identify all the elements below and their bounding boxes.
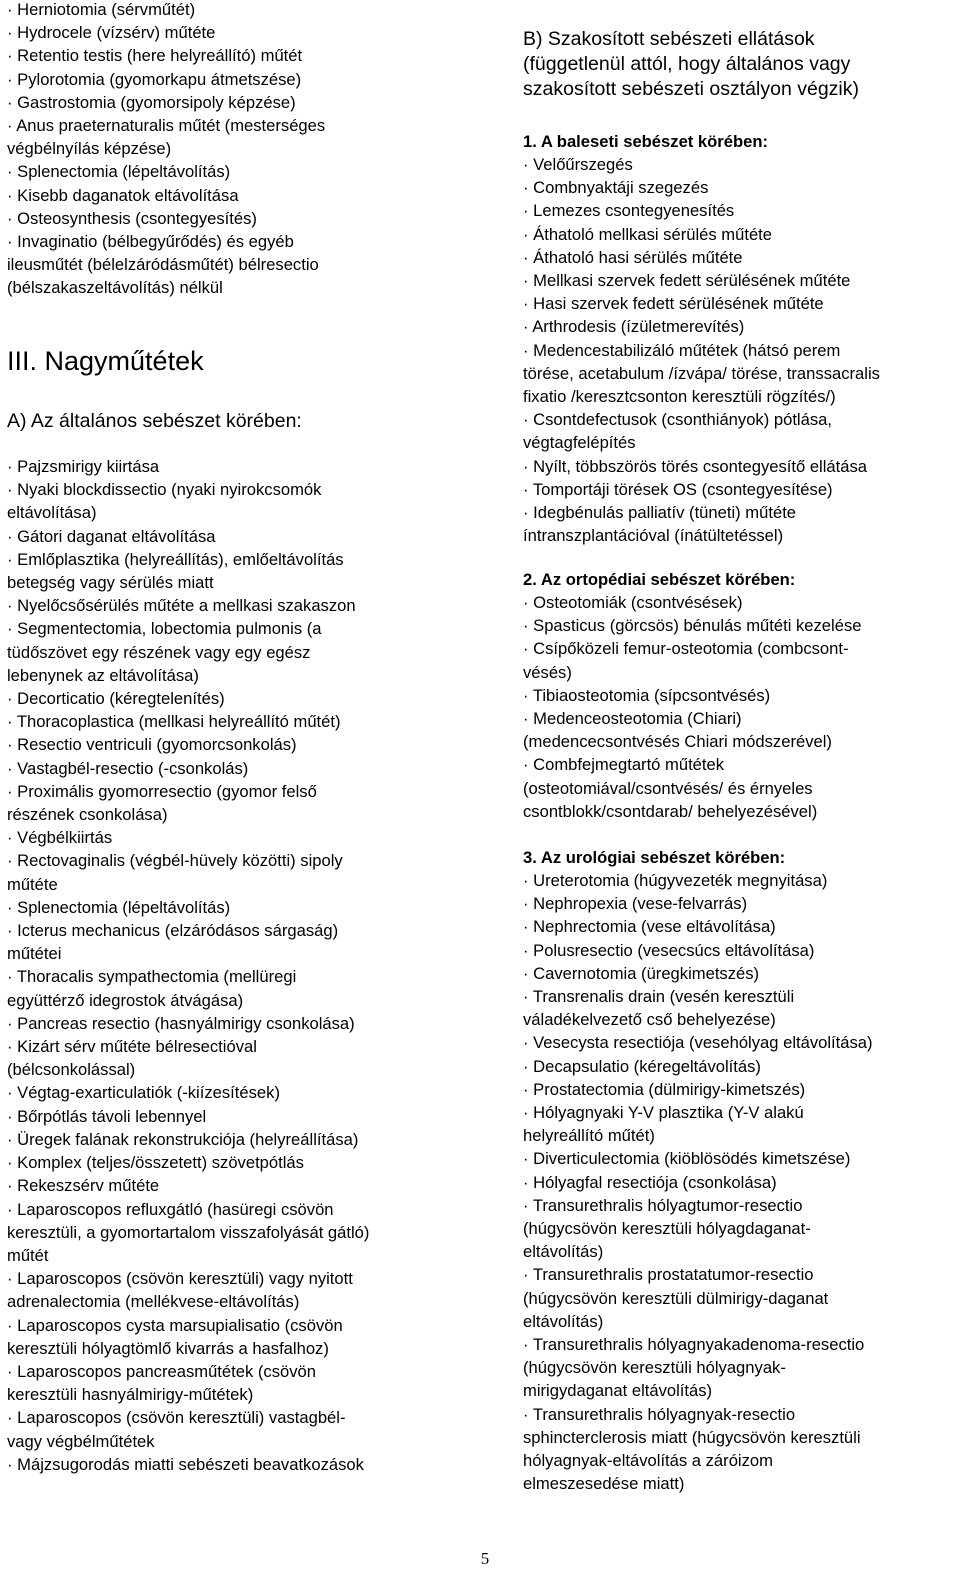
- list-item: · Csontdefectusok (csonthiányok) pótlása,: [523, 410, 832, 430]
- list-item: · Cavernotomia (üregkimetszés): [523, 963, 760, 983]
- list-item: · Idegbénulás palliatív (tüneti) műtéte: [523, 503, 797, 523]
- list-item: · Hasi szervek fedett sérülésének műtéte: [523, 294, 824, 314]
- list-item: végbélnyílás képzése): [7, 139, 172, 159]
- list-item: vésés): [523, 662, 572, 682]
- list-item: eltávolítás): [523, 1311, 604, 1331]
- list-item: keresztüli hasnyálmirigy-műtétek): [7, 1385, 254, 1405]
- list-item: · Combfejmegtartó műtétek: [523, 755, 725, 775]
- list-item: · Végbélkiirtás: [7, 828, 113, 848]
- list-item: · Laparoscopos (csövön keresztüli) vagy nyitott: [7, 1269, 353, 1289]
- list-item: · Emlőplasztika (helyreállítás), emlőeltávolítás: [7, 549, 344, 569]
- list-item: · Nephropexia (vese-felvarrás): [523, 894, 748, 914]
- general-surgery-subheading: A) Az általános sebészet körében:: [7, 410, 302, 432]
- list-item: · Laparoscopos (csövön keresztüli) vastagbél-: [7, 1408, 346, 1428]
- list-item: íntranszplantációval (ínátültetéssel): [523, 526, 784, 546]
- list-item: műtéte: [7, 874, 58, 894]
- list-item: együttérző idegrostok átvágása): [7, 990, 244, 1010]
- list-item: sphincterclerosis miatt (húgycsövön keresztüli: [523, 1427, 861, 1447]
- list-item: · Vastagbél-resectio (-csonkolás): [7, 758, 249, 778]
- orthopedic-surgery-list: [523, 591, 861, 823]
- list-item: adrenalectomia (mellékvese-eltávolítás): [7, 1292, 300, 1312]
- list-item: · Ureterotomia (húgyvezeték megnyitása): [523, 871, 828, 890]
- list-item: tüdőszövet egy részének vagy egy egész: [7, 642, 311, 662]
- list-item: · Rekeszsérv műtéte: [7, 1176, 160, 1196]
- list-item: · Laparoscopos pancreasműtétek (csövön: [7, 1361, 316, 1381]
- orthopedic-surgery-title: 2. Az ortopédiai sebészet körében:: [523, 570, 796, 589]
- list-item: vagy végbélműtétek: [7, 1431, 155, 1451]
- list-item: · Májzsugorodás miatti sebészeti beavatkozások: [7, 1454, 364, 1474]
- list-item: · Nyaki blockdissectio (nyaki nyirokcsomók: [7, 480, 322, 500]
- list-item: · Mellkasi szervek fedett sérülésének műtéte: [523, 271, 851, 291]
- list-item: · Decorticatio (kéregtelenítés): [7, 689, 225, 709]
- list-item: · Nyílt, többszörös törés csontegyesítő ellátása: [523, 456, 868, 476]
- list-item: · Prostatectomia (dülmirigy-kimetszés): [523, 1079, 806, 1099]
- list-item: · Bőrpótlás távoli lebennyel: [7, 1106, 207, 1126]
- list-item: (húgycsövön keresztüli hólyagnyak-: [523, 1358, 786, 1378]
- list-item: mirigydaganat eltávolítás): [523, 1381, 713, 1401]
- list-item: · Medenceosteotomia (Chiari): [523, 709, 742, 729]
- list-item: · Tibiaosteotomia (sípcsontvésés): [523, 685, 771, 705]
- list-item: (osteotomiával/csontvésés/ és érnyeles: [523, 778, 813, 798]
- list-item: · Decapsulatio (kéregeltávolítás): [523, 1056, 761, 1076]
- urology-surgery-list: [523, 869, 873, 1495]
- list-item: eltávolítása): [7, 503, 97, 523]
- list-item: · Transurethralis hólyagnyak-resectio: [523, 1404, 796, 1424]
- list-item: · Medencestabilizáló műtétek (hátsó perem: [523, 340, 841, 360]
- list-item: · Áthatoló hasi sérülés műtéte: [523, 247, 743, 267]
- list-item: · Hólyagnyaki Y-V plasztika (Y-V alakú: [523, 1103, 804, 1123]
- list-item: · Thoracoplastica (mellkasi helyreállító műtét): [7, 712, 341, 732]
- list-item: · Csípőközeli femur-osteotomia (combcsont-: [523, 639, 849, 659]
- list-item: · Combnyaktáji szegezés: [523, 178, 709, 198]
- list-item: (medencecsontvésés Chiari módszerével): [523, 732, 832, 752]
- list-item: (húgycsövön keresztüli hólyagdaganat-: [523, 1219, 811, 1239]
- list-item: · Végtag-exarticulatiók (-kiízesítések): [7, 1083, 280, 1103]
- list-item: (húgycsövön keresztüli dülmirigy-daganat: [523, 1288, 829, 1308]
- list-item: · Transrenalis drain (vesén keresztüli: [523, 987, 795, 1007]
- list-item: · Vesecysta resectiója (vesehólyag eltávolítása): [523, 1033, 873, 1053]
- list-item: · Anus praeternaturalis műtét (mesterséges: [7, 116, 326, 136]
- list-item: · Herniotomia (sérvműtét): [7, 0, 196, 19]
- list-item: részének csonkolása): [7, 805, 168, 825]
- list-item: · Spasticus (görcsös) bénulás műtéti kezelése: [523, 616, 862, 636]
- list-item: hólyagnyak-eltávolítás a záróizom: [523, 1451, 773, 1471]
- list-item: · Transurethralis prostatatumor-resectio: [523, 1265, 814, 1285]
- list-item: · Komplex (teljes/összetett) szövetpótlás: [7, 1153, 304, 1173]
- list-item: fixatio /keresztcsonton keresztüli rögzítés/): [523, 387, 836, 407]
- list-item: · Diverticulectomia (kiöblösödés kimetszése): [523, 1149, 851, 1169]
- list-item: eltávolítás): [523, 1242, 604, 1262]
- list-item: · Proximális gyomorresectio (gyomor felső: [7, 781, 317, 801]
- list-item: csontblokk/csontdarab/ behelyezésével): [523, 801, 818, 821]
- list-item: · Osteotomiák (csontvésések): [523, 593, 743, 612]
- list-item: törése, acetabulum /ízvápa/ törése, transsacralis: [523, 363, 880, 383]
- trauma-surgery-title: 1. A baleseti sebészet körében:: [523, 132, 769, 151]
- list-item: műtét: [7, 1245, 49, 1265]
- page-number: 5: [480, 1549, 490, 1568]
- list-item: · Retentio testis (here helyreállító) műtét: [7, 46, 303, 66]
- list-item: · Pajzsmirigy kiirtása: [7, 457, 160, 476]
- list-item: · Üregek falának rekonstrukciója (helyreállítása): [7, 1129, 359, 1149]
- list-item: helyreállító műtét): [523, 1126, 655, 1146]
- trauma-surgery-list: [523, 153, 880, 547]
- list-item: · Icterus mechanicus (elzáródásos sárgaság): [7, 921, 339, 941]
- list-item: · Transurethralis hólyagnyakadenoma-resectio: [523, 1335, 865, 1355]
- list-item: keresztüli, a gyomortartalom visszafolyását gátló): [7, 1222, 370, 1242]
- list-item: · Splenectomia (lépeltávolítás): [7, 162, 231, 182]
- list-item: (bélcsonkolással): [7, 1060, 136, 1080]
- list-item: végtagfelépítés: [523, 433, 636, 453]
- list-item: · Laparoscopos cysta marsupialisatio (csövön: [7, 1315, 343, 1335]
- list-item: · Gastrostomia (gyomorsipoly képzése): [7, 92, 296, 112]
- minor-surgery-list: [7, 0, 325, 300]
- list-item: · Áthatoló mellkasi sérülés műtéte: [523, 224, 773, 244]
- list-item: · Nyelőcsősérülés műtéte a mellkasi szakaszon: [7, 596, 356, 616]
- list-item: (függetlenül attól, hogy általános vagy: [523, 53, 851, 75]
- list-item: · Thoracalis sympathectomia (mellüregi: [7, 967, 297, 987]
- list-item: lebenynek az eltávolítása): [7, 665, 199, 685]
- list-item: (bélszakaszeltávolítás) nélkül: [7, 278, 223, 298]
- list-item: betegség vagy sérülés miatt: [7, 573, 214, 593]
- list-item: · Kizárt sérv műtéte bélresectióval: [7, 1037, 257, 1057]
- list-item: · Polusresectio (vesecsúcs eltávolítása): [523, 940, 815, 960]
- list-item: · Lemezes csontegyenesítés: [523, 201, 735, 221]
- general-surgery-list: [7, 455, 369, 1476]
- list-item: · Pylorotomia (gyomorkapu átmetszése): [7, 69, 302, 89]
- list-item: · Tomportáji törések OS (csontegyesítése): [523, 479, 833, 499]
- list-item: keresztüli hólyagtömlő kivarrás a hasfalhoz): [7, 1338, 329, 1358]
- list-item: · Invaginatio (bélbegyűrődés) és egyéb: [7, 232, 294, 252]
- list-item: · Gátori daganat eltávolítása: [7, 526, 216, 546]
- list-item: · Transurethralis hólyagtumor-resectio: [523, 1195, 803, 1215]
- list-item: váladékelvezető cső behelyezése): [523, 1010, 776, 1030]
- list-item: · Pancreas resectio (hasnyálmirigy csonkolása): [7, 1013, 355, 1033]
- list-item: · Splenectomia (lépeltávolítás): [7, 897, 231, 917]
- list-item: · Osteosynthesis (csontegyesítés): [7, 208, 257, 228]
- list-item: · Nephrectomia (vese eltávolítása): [523, 917, 776, 937]
- list-item: · Hólyagfal resectiója (csonkolása): [523, 1172, 777, 1192]
- list-item: · Resectio ventriculi (gyomorcsonkolás): [7, 735, 297, 755]
- specialized-surgery-intro: [523, 27, 859, 102]
- list-item: · Kisebb daganatok eltávolítása: [7, 185, 239, 205]
- list-item: · Hydrocele (vízsérv) műtéte: [7, 23, 216, 43]
- list-item: szakosított sebészeti osztályon végzik): [523, 78, 859, 100]
- list-item: · Laparoscopos refluxgátló (hasüregi csövön: [7, 1199, 334, 1219]
- list-item: műtétei: [7, 944, 62, 964]
- list-item: · Segmentectomia, lobectomia pulmonis (a: [7, 619, 322, 639]
- list-item: elmeszesedése miatt): [523, 1474, 685, 1494]
- list-item: · Arthrodesis (ízületmerevítés): [523, 317, 745, 337]
- list-item: ileusműtét (bélelzáródásműtét) bélresectio: [7, 255, 319, 275]
- list-item: · Velőűrszegés: [523, 155, 633, 174]
- urology-surgery-title: 3. Az urológiai sebészet körében:: [523, 848, 786, 867]
- list-item: · Rectovaginalis (végbél-hüvely közötti) sipoly: [7, 851, 343, 871]
- section-heading-major-surgeries: III. Nagyműtétek: [7, 346, 204, 376]
- list-item: B) Szakosított sebészeti ellátások: [523, 28, 815, 50]
